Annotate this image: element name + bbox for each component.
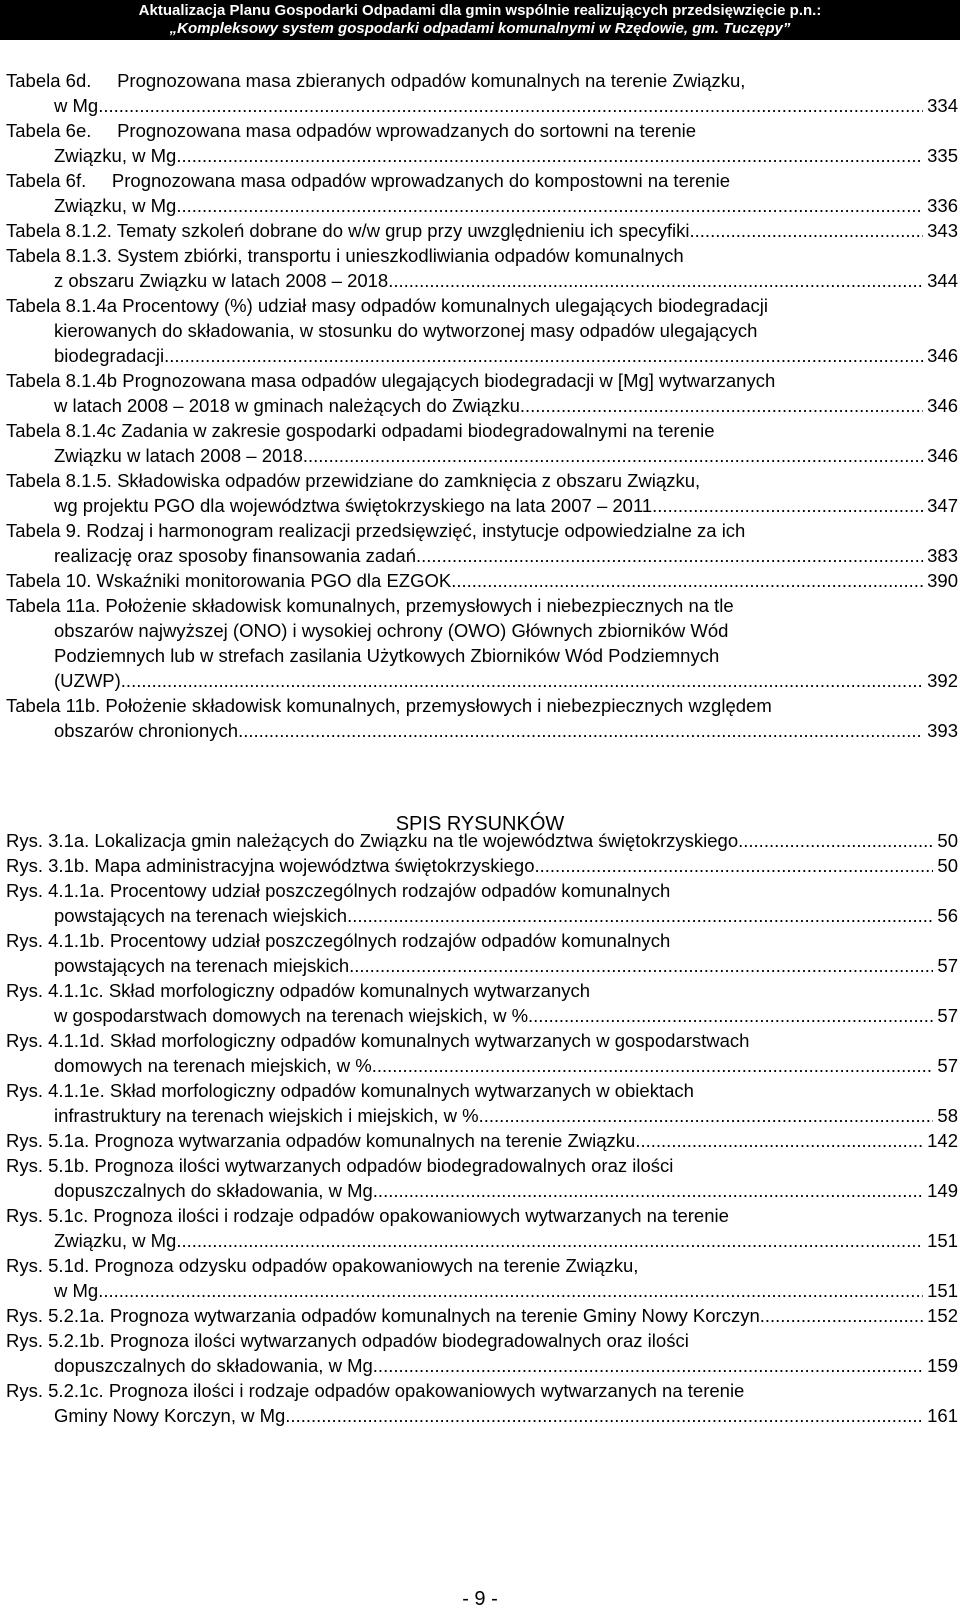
entry-line [6, 953, 958, 978]
entry-line [6, 493, 958, 518]
entry-text: Gminy Nowy Korczyn, w Mg [54, 1405, 286, 1426]
entry-line [6, 1103, 958, 1128]
dot-leader [451, 568, 923, 593]
entry-text: Rys. 5.2.1c. Prognoza ilości i rodzaje odpadów opakowaniowych wytwarzanych na terenie [6, 1380, 745, 1401]
dot-leader [121, 668, 923, 693]
entry-text: Związku, w Mg [54, 1230, 177, 1251]
figure-list-entry[interactable] [6, 1378, 958, 1428]
figures-section-title: SPIS RYSUNKÓW [395, 813, 565, 835]
table-list-entry[interactable] [6, 518, 958, 568]
entry-text: dopuszczalnych do składowania, w Mg [54, 1355, 373, 1376]
entry-text: w latach 2008 – 2018 w gminach należących do Związku [54, 395, 520, 416]
entry-line [6, 1378, 958, 1403]
entry-text: Rys. 3.1a. Lokalizacja gmin należących do Związku na tle województwa świętokrzyskiego [6, 830, 739, 851]
entry-text: Tabela 10. Wskaźniki monitorowania PGO dla EZGOK [6, 570, 452, 591]
entry-text: Tabela 6d. Prognozowana masa zbieranych odpadów komunalnych na terenie Związku, [6, 70, 746, 91]
entry-line [6, 718, 958, 743]
entry-text: domowych na terenach miejskich, w % [54, 1055, 372, 1076]
page-ref: 347 [927, 495, 958, 516]
entry-line [6, 168, 958, 193]
dot-leader [479, 1103, 934, 1128]
entry-text: Rys. 4.1.1c. Skład morfologiczny odpadów komunalnych wytwarzanych [6, 980, 591, 1001]
entry-line [6, 368, 958, 393]
page-ref: 393 [927, 720, 958, 741]
table-list-entry[interactable] [6, 368, 958, 418]
figures-list [6, 828, 958, 1428]
entry-line [6, 1128, 958, 1153]
tables-list [6, 68, 958, 743]
figure-list-entry[interactable] [6, 1128, 958, 1153]
header-line-1: Aktualizacja Planu Gospodarki Odpadami dla gmin wspólnie realizujących przedsięwzięcie p.n.: [138, 2, 822, 19]
entry-line [6, 218, 958, 243]
entry-line [6, 878, 958, 903]
figure-list-entry[interactable] [6, 1253, 958, 1303]
entry-line [6, 643, 958, 668]
entry-line [6, 1303, 958, 1328]
figure-list-entry[interactable] [6, 878, 958, 928]
entry-line [6, 1003, 958, 1028]
entry-line [6, 1028, 958, 1053]
entry-line [6, 268, 958, 293]
page-ref: 346 [927, 445, 958, 466]
entry-text: w Mg [54, 95, 99, 116]
page-ref: 392 [927, 670, 958, 691]
entry-line [6, 1178, 958, 1203]
page-ref: 344 [927, 270, 958, 291]
entry-text: z obszaru Związku w latach 2008 – 2018 [54, 270, 389, 291]
figure-list-entry[interactable] [6, 1028, 958, 1078]
entry-line [6, 518, 958, 543]
dot-leader [416, 543, 923, 568]
entry-line [6, 668, 958, 693]
entry-text: Rys. 5.1b. Prognoza ilości wytwarzanych odpadów biodegradowalnych oraz ilości [6, 1155, 674, 1176]
entry-line [6, 143, 958, 168]
dot-leader [520, 393, 923, 418]
dot-leader [176, 193, 923, 218]
table-list-entry[interactable] [6, 68, 958, 118]
page-ref: 161 [927, 1405, 958, 1426]
entry-line [6, 618, 958, 643]
entry-line [6, 1403, 958, 1428]
entry-text: Rys. 5.1a. Prognoza wytwarzania odpadów komunalnych na terenie Związku [6, 1130, 636, 1151]
page-ref: 57 [937, 955, 958, 976]
entry-text: powstających na terenach miejskich [54, 955, 350, 976]
entry-text: kierowanych do składowania, w stosunku do wytworzonej masy odpadów ulegających [54, 320, 758, 341]
entry-text: dopuszczalnych do składowania, w Mg [54, 1180, 373, 1201]
dot-leader [303, 443, 923, 468]
figure-list-entry[interactable] [6, 853, 958, 878]
table-list-entry[interactable] [6, 568, 958, 593]
page-ref: 346 [927, 395, 958, 416]
dot-leader [373, 1178, 923, 1203]
page-ref: 159 [927, 1355, 958, 1376]
table-list-entry[interactable] [6, 168, 958, 218]
header-line-2: „Kompleksowy system gospodarki odpadami komunalnymi w Rzędowie, gm. Tuczępy” [169, 20, 791, 37]
entry-text: Tabela 11a. Położenie składowisk komunalnych, przemysłowych i niebezpiecznych na tle [6, 595, 734, 616]
page-ref: 56 [937, 905, 958, 926]
entry-text: obszarów najwyższej (ONO) i wysokiej ochrony (OWO) Głównych zbiorników Wód [54, 620, 729, 641]
page-ref: 152 [927, 1305, 958, 1326]
entry-text: Tabela 8.1.4a Procentowy (%) udział masy odpadów komunalnych ulegających biodegradacji [6, 295, 769, 316]
entry-text: Rys. 4.1.1b. Procentowy udział poszczególnych rodzajów odpadów komunalnych [6, 930, 671, 951]
entry-text: Rys. 4.1.1a. Procentowy udział poszczególnych rodzajów odpadów komunalnych [6, 880, 671, 901]
page-ref: 50 [937, 830, 958, 851]
entry-line [6, 293, 958, 318]
entry-text: Rys. 3.1b. Mapa administracyjna województwa świętokrzyskiego [6, 855, 535, 876]
table-list-entry[interactable] [6, 693, 958, 743]
entry-line [6, 978, 958, 1003]
entry-line [6, 418, 958, 443]
entry-text: Rys. 5.1c. Prognoza ilości i rodzaje odpadów opakowaniowych wytwarzanych na terenie [6, 1205, 729, 1226]
document-header [0, 0, 960, 40]
figure-list-entry[interactable] [6, 1078, 958, 1128]
page-ref: 149 [927, 1180, 958, 1201]
dot-leader [98, 93, 923, 118]
entry-text: obszarów chronionych [54, 720, 239, 741]
entry-line [6, 393, 958, 418]
entry-line [6, 1253, 958, 1278]
dot-leader [285, 1403, 923, 1428]
dot-leader [652, 493, 923, 518]
entry-line [6, 853, 958, 878]
entry-line [6, 568, 958, 593]
entry-text: Tabela 6e. Prognozowana masa odpadów wprowadzanych do sortowni na terenie [6, 120, 697, 141]
entry-line [6, 193, 958, 218]
table-list-entry[interactable] [6, 468, 958, 518]
entry-line [6, 93, 958, 118]
dot-leader [176, 1228, 923, 1253]
entry-text: w gospodarstwach domowych na terenach wiejskich, w % [54, 1005, 529, 1026]
entry-line [6, 1078, 958, 1103]
entry-text: infrastruktury na terenach wiejskich i miejskich, w % [54, 1105, 479, 1126]
entry-line [6, 828, 958, 853]
entry-text: w Mg [54, 1280, 99, 1301]
entry-line [6, 1053, 958, 1078]
entry-text: Rys. 5.1d. Prognoza odzysku odpadów opakowaniowych na terenie Związku, [6, 1255, 639, 1276]
dot-leader [535, 853, 934, 878]
page-ref: 346 [927, 345, 958, 366]
entry-text: Tabela 8.1.5. Składowiska odpadów przewidziane do zamknięcia z obszaru Związku, [6, 470, 701, 491]
entry-text: Tabela 8.1.4b Prognozowana masa odpadów ulegających biodegradacji w [Mg] wytwarzanych [6, 370, 776, 391]
page-ref: 50 [937, 855, 958, 876]
entry-line [6, 1328, 958, 1353]
page-ref: 390 [927, 570, 958, 591]
page-ref: 336 [927, 195, 958, 216]
dot-leader [738, 828, 933, 853]
dot-leader [388, 268, 923, 293]
page-ref: 58 [937, 1105, 958, 1126]
entry-line [6, 468, 958, 493]
figure-list-entry[interactable] [6, 928, 958, 978]
entry-line [6, 928, 958, 953]
entry-text: Tabela 8.1.2. Tematy szkoleń dobrane do w/w grup przy uwzględnieniu ich specyfiki [6, 220, 690, 241]
entry-line [6, 443, 958, 468]
figure-list-entry[interactable] [6, 978, 958, 1028]
entry-text: wg projektu PGO dla województwa świętokrzyskiego na lata 2007 – 2011 [54, 495, 653, 516]
dot-leader [635, 1128, 923, 1153]
entry-text: biodegradacji [54, 345, 165, 366]
page-number: - 9 - [462, 1588, 498, 1610]
entry-line [6, 243, 958, 268]
entry-text: Rys. 4.1.1e. Skład morfologiczny odpadów komunalnych wytwarzanych w obiektach [6, 1080, 694, 1101]
entry-text: Rys. 5.2.1a. Prognoza wytwarzania odpadów komunalnych na terenie Gminy Nowy Korczyn [6, 1305, 760, 1326]
entry-text: realizację oraz sposoby finansowania zadań [54, 545, 416, 566]
figure-list-entry[interactable] [6, 1328, 958, 1378]
entry-text: Tabela 8.1.3. System zbiórki, transportu i unieszkodliwiania odpadów komunalnych [6, 245, 684, 266]
table-list-entry[interactable] [6, 118, 958, 168]
page-ref: 151 [927, 1230, 958, 1251]
page-ref: 151 [927, 1280, 958, 1301]
entry-line [6, 693, 958, 718]
page-ref: 343 [927, 220, 958, 241]
entry-line [6, 1353, 958, 1378]
entry-text: Tabela 11b. Położenie składowisk komunalnych, przemysłowych i niebezpiecznych względem [6, 695, 772, 716]
entry-line [6, 1203, 958, 1228]
page-ref: 334 [927, 95, 958, 116]
figure-list-entry[interactable] [6, 1153, 958, 1203]
entry-line [6, 543, 958, 568]
dot-leader [164, 343, 923, 368]
table-list-entry[interactable] [6, 218, 958, 243]
table-list-entry[interactable] [6, 293, 958, 368]
entry-line [6, 318, 958, 343]
entry-line [6, 343, 958, 368]
table-list-entry[interactable] [6, 418, 958, 468]
entry-line [6, 1153, 958, 1178]
dot-leader [176, 143, 923, 168]
entry-text: Związku, w Mg [54, 145, 177, 166]
dot-leader [238, 718, 923, 743]
entry-line [6, 68, 958, 93]
entry-text: Tabela 6f. Prognozowana masa odpadów wprowadzanych do kompostowni na terenie [6, 170, 730, 191]
table-list-entry[interactable] [6, 243, 958, 293]
dot-leader [373, 1353, 923, 1378]
entry-text: Tabela 8.1.4c Zadania w zakresie gospodarki odpadami biodegradowalnymi na terenie [6, 420, 715, 441]
entry-text: Rys. 5.2.1b. Prognoza ilości wytwarzanych odpadów biodegradowalnych oraz ilości [6, 1330, 689, 1351]
entry-line [6, 118, 958, 143]
entry-line [6, 593, 958, 618]
entry-text: (UZWP) [54, 670, 121, 691]
entry-text: Związku w latach 2008 – 2018 [54, 445, 303, 466]
figure-list-entry[interactable] [6, 1203, 958, 1253]
page-ref: 57 [937, 1005, 958, 1026]
dot-leader [528, 1003, 933, 1028]
entry-text: Podziemnych lub w strefach zasilania Użytkowych Zbiorników Wód Podziemnych [54, 645, 720, 666]
page-ref: 383 [927, 545, 958, 566]
page-ref: 335 [927, 145, 958, 166]
dot-leader [760, 1303, 923, 1328]
dot-leader [98, 1278, 923, 1303]
dot-leader [372, 1053, 934, 1078]
entry-text: Tabela 9. Rodzaj i harmonogram realizacji przedsięwzięć, instytucje odpowiedzialne za ich [6, 520, 746, 541]
entry-line [6, 903, 958, 928]
entry-text: Rys. 4.1.1d. Skład morfologiczny odpadów komunalnych wytwarzanych w gospodarstwach [6, 1030, 750, 1051]
entry-line [6, 1228, 958, 1253]
figure-list-entry[interactable] [6, 828, 958, 853]
page-ref: 57 [937, 1055, 958, 1076]
dot-leader [349, 953, 933, 978]
page-ref: 142 [927, 1130, 958, 1151]
entry-text: powstających na terenach wiejskich [54, 905, 348, 926]
figure-list-entry[interactable] [6, 1303, 958, 1328]
entry-text: Związku, w Mg [54, 195, 177, 216]
dot-leader [690, 218, 924, 243]
table-list-entry[interactable] [6, 593, 958, 693]
entry-line [6, 1278, 958, 1303]
dot-leader [347, 903, 933, 928]
